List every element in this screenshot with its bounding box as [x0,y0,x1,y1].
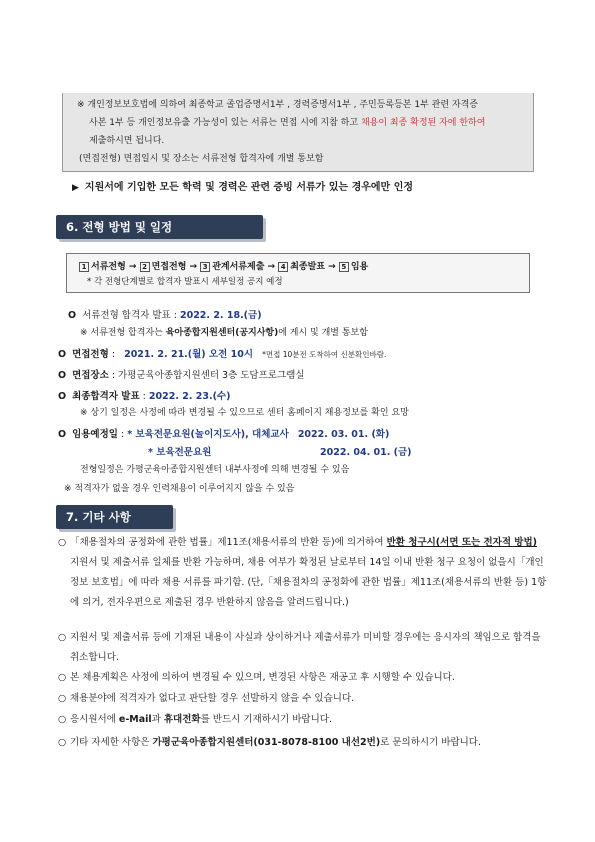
notice-line-4: (면접전형) 면접일시 및 장소는 서류전형 합격자에 개별 통보함 [79,154,324,164]
final-result-note: ※ 상기 일정은 사정에 따라 변경될 수 있으므로 센터 홈페이지 채용정보를 확인 요망 [80,408,409,418]
notice-line-1: ※ 개인정보보호법에 의하여 최종학교 졸업증명서1부 , 경력증명서1부 , 주민등록등본 1부 관련 자격증 [77,100,478,110]
section-6-heading: 6. 전형 방법 및 일정 [56,215,263,239]
appointment-row-2: * 보육전문요원 [148,447,212,458]
return-policy-paragraph: ○ 「채용절차의 공정화에 관한 법률」제11조(채용서류의 반환 등)에 의거하여 반환 청구시(서면 또는 전자적 방법) 지원서 및 제출서류 일체를 반환 가능하며, 채용 여부가 확정된 날로부터 14일 이내 반환 청구 요청이 없을시「개인정보 보호법」에 따라 채용 서류를 파기함. (단,「채용절차의 공정화에 관한 법률」제11조(채용서류의 반환 등) 1항에 의거, 전자우편으로 제출된 경우 반환하지 않음을 알려드립니다.) [58,537,547,608]
notice-line-2: 사본 1부 등 개인정보유출 가능성이 있는 서류는 면접 시에 지참 하고 채용이 최종 확정된 자에 한하여 [89,118,486,128]
process-steps: 1 서류전형 → 2 면접전형 → 3 관계서류제출 → 4 최종발표 → 5 임용 [79,259,368,272]
doc-result-note: ※ 서류전형 합격자는 육아종합지원센터(공지사항)에 게시 및 개별 통보함 [80,328,368,338]
interview-row: O 면접전형 : 2021. 2. 21.(월) 오전 10시 *면접 10분전 도착하여 신분확인바람. [58,349,387,360]
notice-line-3: 제출하시면 됩니다. [89,136,165,146]
process-flow-box [66,253,530,293]
appointment-note: 전형일정은 가평군육아종합지원센터 내부사정에 의해 변경될 수 있음 [80,465,350,475]
credential-proof-note: ▶ 지원서에 기입한 모든 학력 및 경력은 관련 증빙 서류가 있는 경우에만 인정 [72,182,414,193]
doc-result-row: O 서류전형 합격자 발표 : 2022. 2. 18.(금) [68,310,262,321]
privacy-notice-box [62,93,534,172]
section-7-heading: 7. 기타 사항 [56,505,173,529]
appointment-row-1: O 임용예정일 : * 보육전문요원(놀이지도사), 대체교사 2022. 03. 01. (화) [58,429,390,440]
triangle-marker-icon: ▶ [72,183,79,193]
interview-place-row: O 면접장소 : 가평군육아종합지원센터 3층 도담프로그램실 [58,370,305,381]
final-result-row: O 최종합격자 발표 : 2022. 2. 23.(수) [58,391,231,402]
no-fit-note: ※ 적격자가 없을 경우 인력채용이 이루어지지 않을 수 있음 [64,484,295,494]
process-note: * 각 전형단계별로 합격자 발표시 세부일정 공지 예정 [87,277,283,287]
false-info-paragraph: ○ 지원서 및 제출서류 등에 기재된 내용이 사실과 상이하거나 제출서류가 미비할 경우에는 응시자의 책임으로 합격을 취소합니다. [58,632,541,663]
document-page: ※ 개인정보보호법에 의하여 최종학교 졸업증명서1부 , 경력증명서1부 , 주민등록등본 1부 관련 자격증 사본 1부 등 개인정보유출 가능성이 있는 서류는 면접 시에 지참 하고 채용이 최종 확정된 자에 한하여 제출하시면 됩니다. (면접전형) 면접일시 및 장소는 서류전형 합격자에 개별 통보함 ▶ 지원서에 기입한 모든 학력 및 경력은 관련 증빙 서류가 있는 경우에만 인정 6. 전형 방법 및 일정 1 서류전형 → 2 면접전형 → 3 관계서류제출 → 4 최종발표 → 5 임용 * 각 전형단계별로 합격자 발표시 세부일정 공지 예정 O 서류전형 합격자 발표 : 2022. 2. 18.(금) ※ 서류전형 합격자는 육아종합지원센터(공지사항)에 게시 및 개별 통보함 O 면접전형 : 2021. 2. 21.(월) 오전 10시 *면접 10분전 도착하여 신분확인바람. O 면접장소 : 가평군육아종합지원센터 3층 도담프로그램실 O 최종합격자 발표 : 2022. 2. 23.(수) ※ 상기 일정은 사정에 따라 변경될 수 있으므로 센터 홈페이지 채용정보를 확인 요망 O 임용예정일 : * 보육전문요원(놀이지도사), 대체교사 2022. 03. 01. (화) * 보육전문요원 2022. 04. 01. (금) 전형일정은 가평군육아종합지원센터 내부사정에 의해 변경될 수 있음 ※ 적격자가 없을 경우 인력채용이 이루어지지 않을 수 있음 7. 기타 사항 ○ 「채용절차의 공정화에 관한 법률」제11조(채용서류의 반환 등)에 의거하여 반환 청구시(서면 또는 전자적 방법) 지원서 및 제출서류 일체를 반환 가능하며, 채용 여부가 확정된 날로부터 14일 이내 반환 청구 요청이 없을시「개인정보 보호법」에 따라 채용 서류를 파기함. (단,「채용절차의 공정화에 관한 법률」제11조(채용서류의 반환 등) 1항에 의거, 전자우편으로 제출된 경우 반환하지 않음을 알려드립니다.) ○ 지원서 및 제출서류 등에 기재된 내용이 사실과 상이하거나 제출서류가 미비할 경우에는 응시자의 책임으로 합격을 취소합니다. ○ 본 채용계획은 사정에 의하여 변경될 수 있으며, 변경된 사항은 재공고 후 시행할 수 있습니다. ○ 채용분야에 적격자가 없다고 판단할 경우 선발하지 않을 수 있습니다. ○ 응시원서에 e-Mail과 휴대전화를 반드시 기재하시기 바랍니다. ○ 기타 자세한 사항은 가평군육아종합지원센터(031-8078-8100 내선2번)로 문의하시기 바랍니다. [0,0,595,842]
appointment-date-2: 2022. 04. 01. (금) [320,447,412,458]
